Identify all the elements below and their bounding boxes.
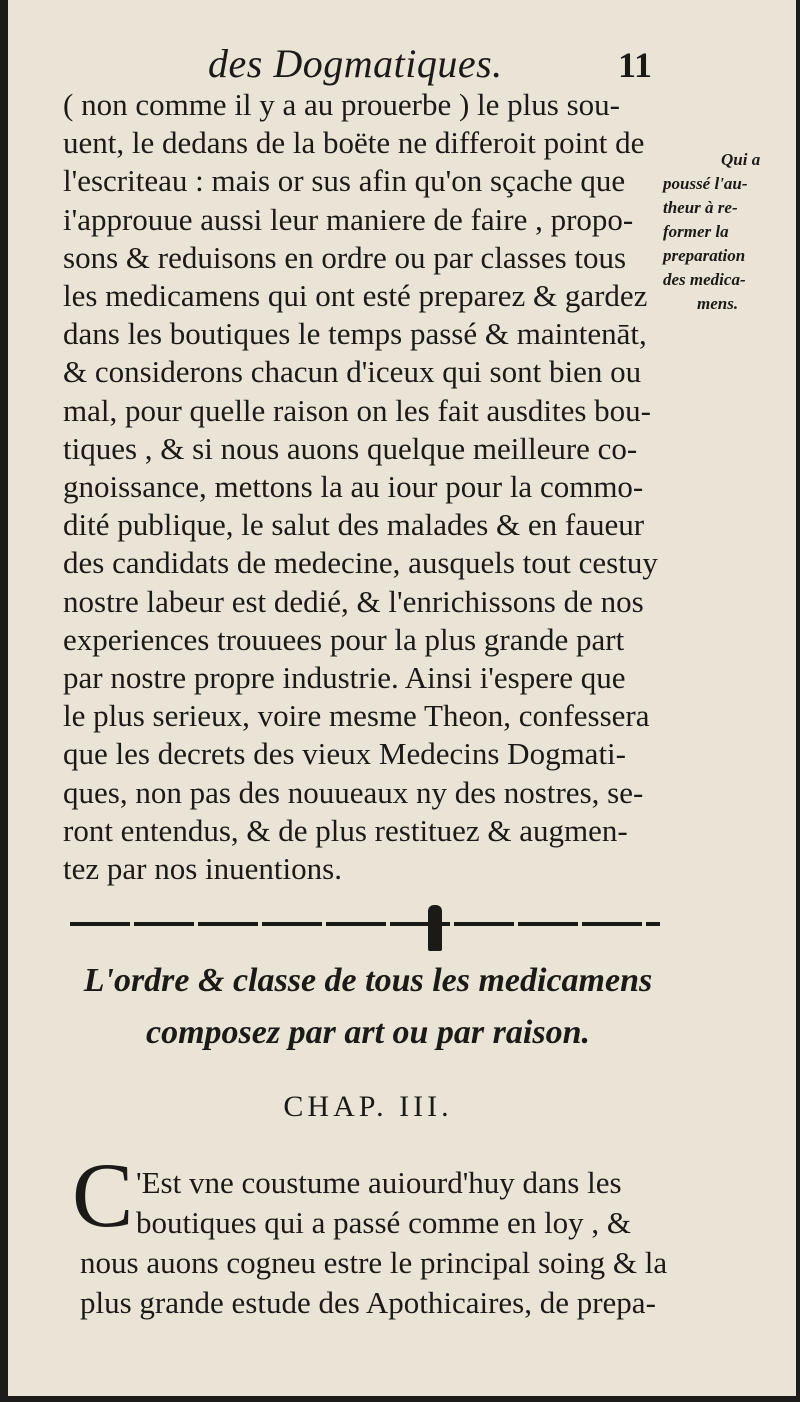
text-line: nostre labeur est dedié, & l'enrichissons de nos <box>63 583 644 619</box>
text-line: que les decrets des vieux Medecins Dogmati- <box>63 736 626 772</box>
margin-note-line: des medica- <box>663 270 746 289</box>
text-line: & considerons chacun d'iceux qui sont bien ou <box>63 354 642 390</box>
text-line: uent, le dedans de la boëte ne differoit point de <box>63 125 645 161</box>
margin-note <box>663 148 793 316</box>
text-line: des candidats de medecine, ausquels tout cestuy <box>63 545 658 581</box>
text-line: ront entendus, & de plus restituez & augmen- <box>63 812 628 848</box>
text-line: ( non comme il y a au prouerbe ) le plus sou- <box>63 87 620 122</box>
text-line: mal, pour quelle raison on les fait ausdites bou- <box>63 392 652 428</box>
text-line: 'Est vne coustume auiourd'huy dans les <box>136 1165 622 1200</box>
body-text <box>63 86 658 888</box>
page-number: 11 <box>618 45 653 85</box>
text-line: ques, non pas des nouueaux ny des nostres, se- <box>63 774 644 810</box>
text-line: dans les boutiques le temps passé & maintenāt, <box>63 316 647 352</box>
text-line: dité publique, le salut des malades & en faueur <box>63 507 645 543</box>
margin-note-line: theur à re- <box>663 198 738 217</box>
text-line: l'escriteau : mais or sus afin qu'on sçache que <box>63 163 626 199</box>
text-line: plus grande estude des Apothicaires, de prepa- <box>80 1285 656 1320</box>
margin-note-line: mens. <box>697 294 739 313</box>
margin-note-line: poussé l'au- <box>663 174 748 193</box>
text-line: tez par nos inuentions. <box>63 851 342 887</box>
text-line: boutiques qui a passé comme en loy , & <box>136 1205 632 1240</box>
text-line: nous auons cogneu estre le principal soing & la <box>80 1245 668 1280</box>
margin-note-line: preparation <box>663 246 746 265</box>
ornament-mark <box>428 905 442 951</box>
text-line: gnoissance, mettons la au iour pour la commo- <box>63 469 644 505</box>
text-line: le plus serieux, voire mesme Theon, confessera <box>63 698 650 734</box>
chapter-number: CHAP. III. <box>283 1090 453 1123</box>
drop-cap: C <box>72 1144 134 1246</box>
chapter-text <box>80 1163 670 1323</box>
margin-note-line: Qui a <box>721 150 761 169</box>
text-line: tiques , & si nous auons quelque meilleure co- <box>63 430 638 466</box>
ornament-rule <box>70 922 660 926</box>
chapter-title <box>48 955 688 1059</box>
text-line: les medicamens qui ont esté preparez & gardez <box>63 278 648 314</box>
chapter-title-line: L'ordre & classe de tous les medicamens <box>83 962 653 999</box>
margin-note-line: former la <box>663 222 729 241</box>
text-line: sons & reduisons en ordre ou par classes tous <box>63 239 627 275</box>
text-line: i'approuue aussi leur maniere de faire , propo- <box>63 201 634 237</box>
running-title: des Dogmatiques. <box>208 41 503 86</box>
text-line: experiences trouuees pour la plus grande part <box>63 621 625 657</box>
text-line: par nostre propre industrie. Ainsi i'espere que <box>63 660 626 696</box>
chapter-title-line: composez par art ou par raison. <box>146 1014 590 1051</box>
book-page <box>8 0 796 1396</box>
